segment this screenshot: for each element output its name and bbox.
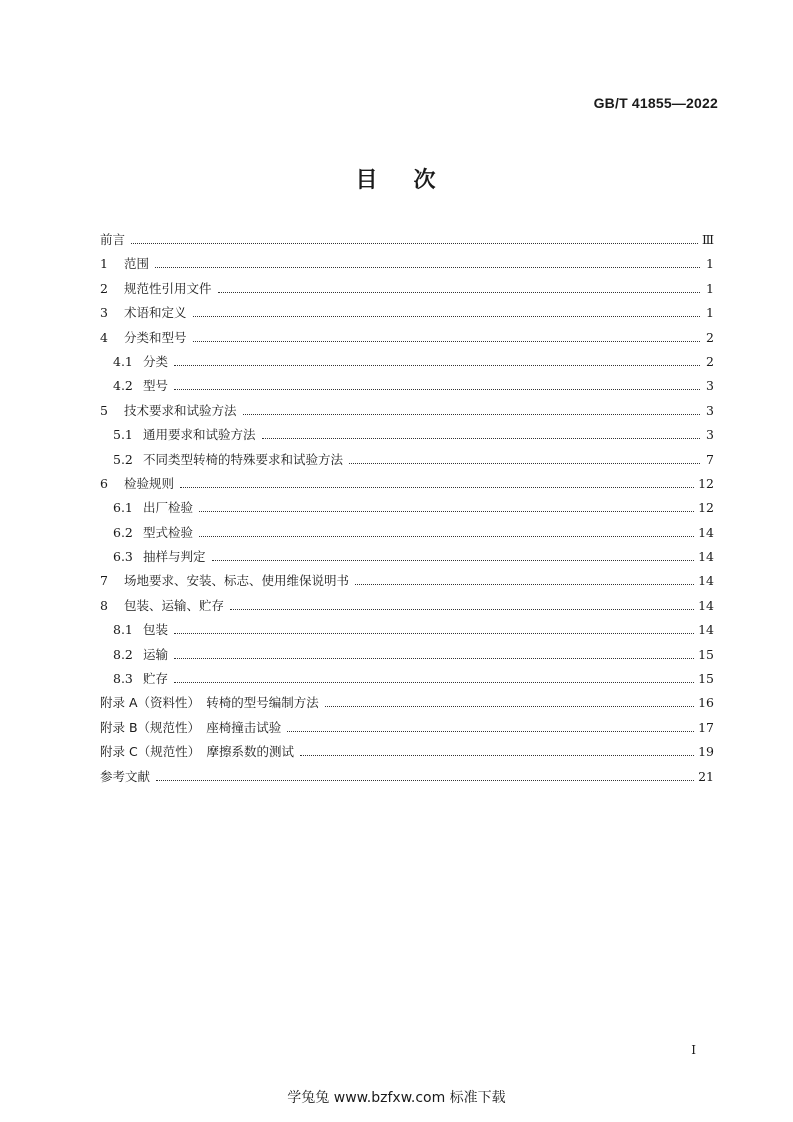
toc-entry-page: 15 (698, 671, 714, 687)
toc-dot-leader (218, 292, 700, 293)
toc-entry[interactable] (100, 279, 714, 303)
toc-dot-leader (349, 463, 700, 464)
toc-dot-leader (174, 658, 694, 659)
toc-entry-number: 8.1 (113, 622, 133, 638)
toc-entry-number: 6.2 (113, 524, 133, 540)
toc-dot-leader (174, 682, 694, 683)
toc-entry-title: 分类 (143, 353, 169, 369)
toc-entry-number: 5.1 (113, 427, 133, 443)
toc-entry-title: 型式检验 (143, 524, 194, 540)
toc-title (0, 163, 793, 194)
toc-entry-page: 17 (698, 719, 714, 735)
toc-dot-leader (193, 316, 700, 317)
toc-entry-page: 14 (698, 549, 714, 565)
toc-entry-number: 8.2 (113, 646, 133, 662)
toc-entry-page: 1 (706, 280, 714, 296)
page-number: I (691, 1043, 696, 1057)
toc-entry-number: 4.1 (113, 353, 133, 369)
toc-entry-title: 不同类型转椅的特殊要求和试验方法 (143, 451, 344, 467)
toc-entry-number: 5 (100, 402, 108, 418)
toc-entry-title: 型号 (143, 378, 169, 394)
toc-dot-leader (174, 633, 694, 634)
toc-entry-page: 14 (698, 524, 714, 540)
toc-entry-page: 14 (698, 597, 714, 613)
toc-entry[interactable] (100, 376, 714, 400)
toc-dot-leader (230, 609, 694, 610)
toc-entry-page: 2 (706, 329, 714, 345)
toc-entry-number: 8 (100, 597, 108, 613)
toc-entry[interactable] (100, 571, 714, 595)
toc-entry-number: 5.2 (113, 451, 133, 467)
toc-entry-number: 3 (100, 305, 108, 321)
footer-watermark: 学兔兔 www.bzfxw.com 标准下载 (287, 1090, 506, 1106)
toc-dot-leader (212, 560, 695, 561)
toc-entry-title: 包装、运输、贮存 (124, 597, 225, 613)
toc-entry[interactable] (100, 498, 714, 522)
toc-dot-leader (193, 341, 700, 342)
toc-entry-title: 出厂检验 (143, 500, 194, 516)
toc-entry-page: 1 (706, 256, 714, 272)
toc-dot-leader (156, 780, 694, 781)
toc-entry[interactable] (100, 620, 714, 644)
toc-entry-number: 8.3 (113, 671, 133, 687)
toc-entry-page: 21 (698, 768, 714, 784)
toc-entry[interactable] (100, 474, 714, 498)
toc-entry-number: 6 (100, 475, 108, 491)
toc-entry-title: 贮存 (143, 671, 169, 687)
toc-entry-page: 14 (698, 573, 714, 589)
toc-dot-leader (180, 487, 694, 488)
toc-entry-title: 运输 (143, 646, 169, 662)
toc-entry-title: 分类和型号 (124, 329, 187, 345)
toc-entry-title: 抽样与判定 (143, 549, 206, 565)
toc-entry-title: 附录 A（资料性） 转椅的型号编制方法 (100, 695, 319, 711)
toc-entry[interactable] (100, 596, 714, 620)
document-code: GB/T 41855—2022 (593, 95, 718, 111)
toc-entry-title: 规范性引用文件 (124, 280, 212, 296)
toc-entry-number: 4.2 (113, 378, 133, 394)
toc-entry-page: 12 (698, 475, 714, 491)
toc-entry-page: 16 (698, 695, 714, 711)
toc-entry[interactable] (100, 547, 714, 571)
toc-entry-number: 2 (100, 280, 108, 296)
toc-entry-title: 通用要求和试验方法 (143, 427, 256, 443)
toc-dot-leader (174, 389, 700, 390)
toc-dot-leader (155, 267, 700, 268)
toc-dot-leader (199, 511, 694, 512)
toc-entry[interactable] (100, 767, 714, 791)
toc-entry-page: 1 (706, 305, 714, 321)
toc-entry-title: 技术要求和试验方法 (124, 402, 237, 418)
toc-entry[interactable] (100, 693, 714, 717)
toc-entry[interactable] (100, 401, 714, 425)
toc-entry-number: 6.1 (113, 500, 133, 516)
toc-dot-leader (300, 755, 694, 756)
toc-entry-title: 场地要求、安装、标志、使用维保说明书 (124, 573, 350, 589)
toc-entry-number: 7 (100, 573, 108, 589)
toc-dot-leader (174, 365, 700, 366)
toc-entry[interactable] (100, 328, 714, 352)
toc-entry[interactable] (100, 230, 714, 254)
toc-entry-page: 3 (706, 378, 714, 394)
toc-entry-title: 范围 (124, 256, 150, 272)
toc-entry[interactable] (100, 742, 714, 766)
toc-dot-leader (199, 536, 694, 537)
toc-entry-title: 检验规则 (124, 475, 175, 491)
toc-entry-number: 4 (100, 329, 108, 345)
toc-dot-leader (131, 243, 698, 244)
toc-entry-page: 19 (698, 744, 714, 760)
toc-entry-title: 参考文献 (100, 768, 151, 784)
toc-entry-page: 12 (698, 500, 714, 516)
toc-entry[interactable] (100, 450, 714, 474)
toc-entry-page: 3 (706, 402, 714, 418)
toc-entry-number: 1 (100, 256, 108, 272)
toc-entry[interactable] (100, 303, 714, 327)
toc-entry-title: 附录 B（规范性） 座椅撞击试验 (100, 719, 282, 735)
toc-dot-leader (287, 731, 694, 732)
toc-entry-page: 2 (706, 353, 714, 369)
toc-entry-page: 7 (706, 451, 714, 467)
toc-entry[interactable] (100, 669, 714, 693)
toc-entry[interactable] (100, 718, 714, 742)
toc-dot-leader (355, 584, 694, 585)
toc-entry[interactable] (100, 523, 714, 547)
toc-dot-leader (243, 414, 700, 415)
toc-title-part1: 目 (355, 168, 380, 193)
toc-entry[interactable] (100, 645, 714, 669)
toc-entry-title: 前言 (100, 232, 126, 247)
toc-entry[interactable] (100, 352, 714, 376)
toc-entry[interactable] (100, 254, 714, 278)
toc-dot-leader (262, 438, 700, 439)
toc-entry-page: 3 (706, 427, 714, 443)
toc-entry-page: Ⅲ (701, 232, 714, 247)
toc-entry-number: 6.3 (113, 549, 133, 565)
toc-dot-leader (325, 706, 694, 707)
toc-title-part2: 次 (413, 168, 438, 193)
toc-entry-title: 术语和定义 (124, 305, 187, 321)
toc-entry-title: 包装 (143, 622, 169, 638)
toc-entry-title: 附录 C（规范性） 摩擦系数的测试 (100, 744, 294, 760)
toc-entry-page: 14 (698, 622, 714, 638)
toc-list (100, 230, 714, 791)
toc-entry-page: 15 (698, 646, 714, 662)
toc-entry[interactable] (100, 425, 714, 449)
